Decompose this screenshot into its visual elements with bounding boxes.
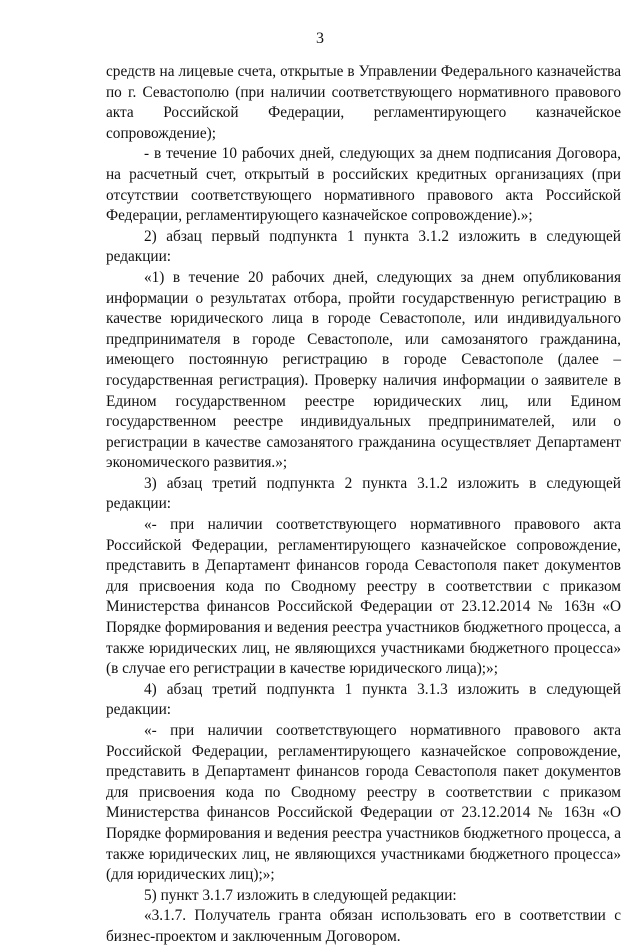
paragraph-registry-code-legal-persons: «- при наличии соответствующего нормативного правового акта Российской Федерации, регламентирующего казначейское сопровождение, представить в Департамент финансов города Севастополя пакет документов для присвоения кода по Сводному реестру в соответствии с приказом Министерства финансов Российской Федерации от 23.12.2014 № 163н «О Порядке формирования и ведения реестра участников бюджетного процесса, а также юридических лиц, не являющихся участниками бюджетного процесса» (для юридических лиц);»;: [106, 722, 621, 884]
paragraph-amendment-4: 4) абзац третий подпункта 1 пункта 3.1.3 изложить в следующей редакции:: [106, 680, 621, 719]
paragraph-amendment-2: 2) абзац первый подпункта 1 пункта 3.1.2 изложить в следующей редакции:: [106, 227, 621, 266]
paragraph-amendment-3: 3) абзац третий подпункта 2 пункта 3.1.2 изложить в следующей редакции:: [106, 474, 621, 513]
paragraph-registration: «1) в течение 20 рабочих дней, следующих за днем опубликования информации о результатах отбора, пройти государственную регистрацию в качестве юридического лица в городе Севастополе, или индивидуального предпринимателя в городе Севастополе, или самозанятого гражданина, имеющего постоянную регистрацию в городе Севастополе (далее – государственная регистрация). Проверку наличия информации о заявителе в Едином государственном реестре юридических лиц, или Едином государственном реестре индивидуальных предпринимателей, или о регистрации в качестве самозанятого гражданина осуществляет Департамент экономического развития.»;: [106, 268, 621, 472]
paragraph-registry-code-legal-entity: «- при наличии соответствующего нормативного правового акта Российской Федерации, регламентирующего казначейское сопровождение, представить в Департамент финансов города Севастополя пакет документов для присвоения кода по Сводному реестру в соответствии с приказом Министерства финансов Российской Федерации от 23.12.2014 № 163н «О Порядке формирования и ведения реестра участников бюджетного процесса, а также юридических лиц, не являющихся участниками бюджетного процесса» (в случае его регистрации в качестве юридического лица);»;: [106, 516, 621, 678]
paragraph-continuation: средств на лицевые счета, открытые в Управлении Федерального казначейства по г. Севастополю (при наличии соответствующего нормативного правового акта Российской Федерации, регламентирующего казначейское сопровождение);: [106, 63, 621, 142]
page-number: 3: [316, 30, 324, 47]
document-body: [106, 62, 621, 948]
paragraph-grant-usage: «3.1.7. Получатель гранта обязан использовать его в соответствии с бизнес-проектом и заключенным Договором.: [106, 907, 621, 945]
paragraph-bank-account: - в течение 10 рабочих дней, следующих за днем подписания Договора, на расчетный счет, открытый в российских кредитных организациях (при отсутствии соответствующего нормативного правового акта Российской Федерации, регламентирующего казначейское сопровождение).»;: [106, 145, 621, 225]
paragraph-amendment-5: 5) пункт 3.1.7 изложить в следующей редакции:: [144, 886, 457, 904]
